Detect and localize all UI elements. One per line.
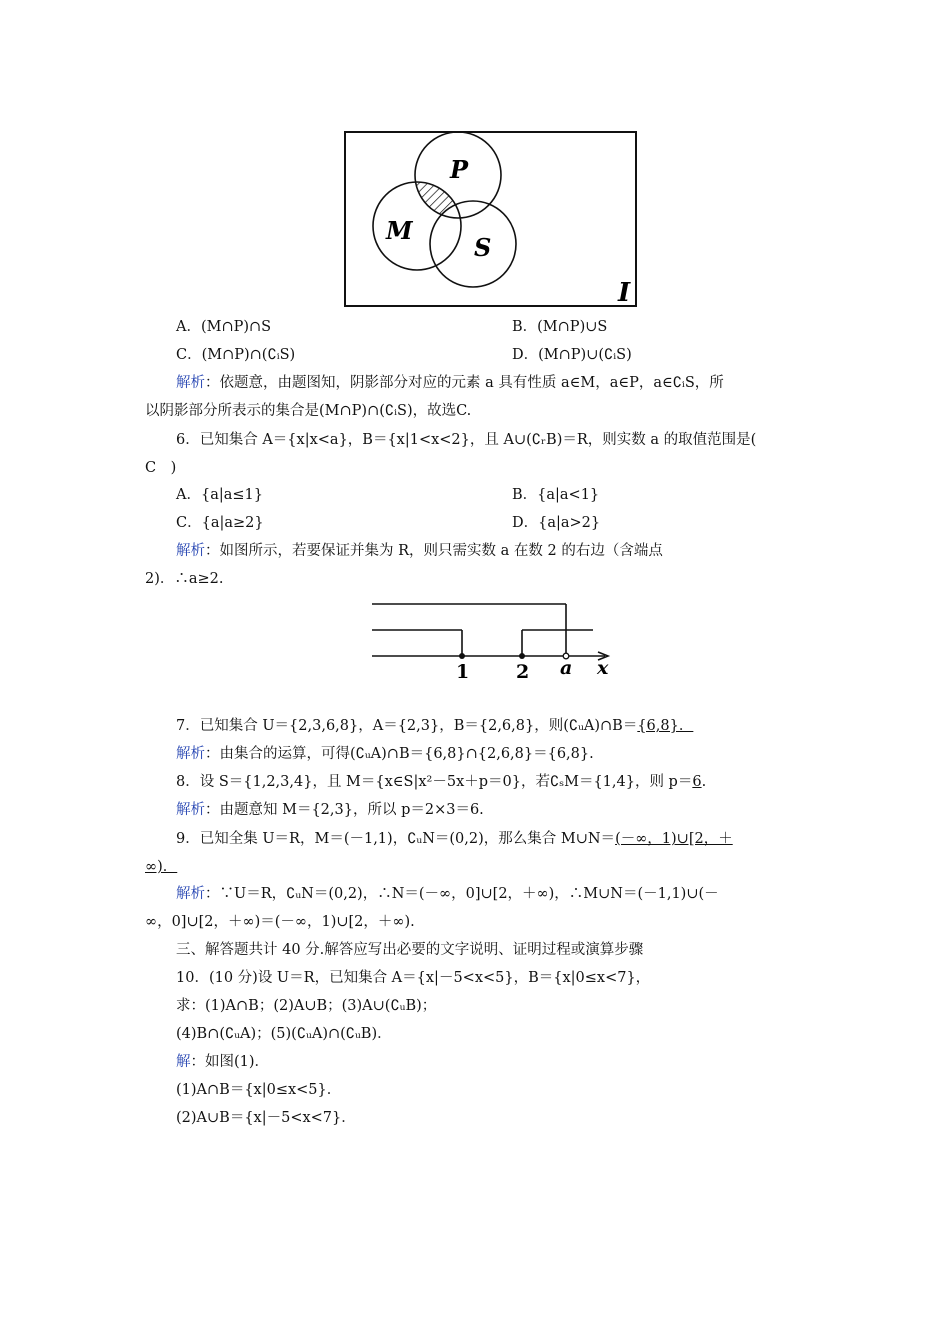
q10-stem-line2: 求：(1)A∩B；(2)A∪B；(3)A∪(∁ᵤB)； bbox=[176, 998, 437, 1014]
q5-option-a: A．(M∩P)∩S bbox=[176, 319, 272, 335]
label-m: M bbox=[386, 216, 413, 245]
analysis-label: 解析 bbox=[176, 375, 205, 391]
q10-stem-line1: 10．(10 分)设 U＝R，已知集合 A＝{x|－5<x<5}，B＝{x|0≤x<7}， bbox=[176, 970, 651, 986]
q10-solution-1: (1)A∩B＝{x|0≤x<5}． bbox=[176, 1082, 342, 1098]
q7-answer: {6,8}． bbox=[637, 718, 694, 734]
q6-analysis-line1: 解析：如图所示，若要保证并集为 R，则只需实数 a 在数 2 的右边（含端点 bbox=[176, 543, 663, 559]
q6-option-d: D．{a|a>2} bbox=[512, 515, 601, 531]
q5-option-b: B．(M∩P)∪S bbox=[512, 319, 608, 335]
q8-analysis: 解析：由题意知 M＝{2,3}，所以 p＝2×3＝6. bbox=[176, 802, 484, 818]
label-i: I bbox=[618, 278, 631, 308]
circle-s bbox=[430, 201, 516, 287]
analysis-label: 解析 bbox=[176, 802, 205, 818]
section-heading: 三、解答题共计 40 分.解答应写出必要的文字说明、证明过程或演算步骤 bbox=[176, 942, 644, 958]
q9-analysis-line1: 解析：∵U＝R，∁ᵤN＝(0,2)，∴N＝(－∞，0]∪[2，＋∞)，∴M∪N＝(－1,1)∪(－ bbox=[176, 886, 719, 902]
q9-analysis-line2: ∞，0]∪[2，＋∞)＝(－∞，1)∪[2，＋∞). bbox=[145, 914, 415, 930]
analysis-label: 解析 bbox=[176, 886, 205, 902]
point-2 bbox=[519, 653, 525, 659]
tick-label-a: a bbox=[560, 657, 573, 679]
q5-analysis-line1: 解析：依题意，由题图知，阴影部分对应的元素 a 具有性质 a∈M，a∈P，a∈∁ᵢS，所 bbox=[176, 375, 724, 391]
q9-answer-part1: (－∞，1)∪[2，＋ bbox=[615, 831, 733, 847]
q8-stem: 8．设 S＝{1,2,3,4}，且 M＝{x∈S|x²－5x＋p＝0}，若∁ₛM＝{1,4}，则 p＝6. bbox=[176, 774, 707, 790]
q9-stem-line2 bbox=[145, 857, 177, 877]
q9-answer-part2: ∞)． bbox=[145, 859, 178, 875]
axis-label-x: x bbox=[597, 657, 609, 679]
label-p: P bbox=[450, 155, 469, 184]
label-s: S bbox=[474, 233, 492, 262]
q10-stem-line3: (4)B∩(∁ᵤA)；(5)(∁ᵤA)∩(∁ᵤB)． bbox=[176, 1026, 392, 1042]
q10-solution-intro: 解：如图(1)． bbox=[176, 1054, 270, 1070]
q5-option-c: C．(M∩P)∩(∁ᵢS) bbox=[176, 347, 296, 363]
q6-stem-line1: 6．已知集合 A＝{x|x<a}，B＝{x|1<x<2}，且 A∪(∁ᵣB)＝R，则实数 a 的取值范围是( bbox=[176, 432, 757, 448]
venn-diagram bbox=[340, 126, 642, 310]
analysis-label: 解析 bbox=[176, 746, 205, 762]
solution-label: 解 bbox=[176, 1054, 191, 1070]
q6-option-b: B．{a|a<1} bbox=[512, 487, 600, 503]
q6-analysis-line2: 2)．∴a≥2. bbox=[145, 571, 224, 587]
q7-stem: 7．已知集合 U＝{2,3,6,8}，A＝{2,3}，B＝{2,6,8}，则(∁ᵤA)∩B＝{6,8}． bbox=[176, 718, 694, 734]
number-line-figure bbox=[365, 596, 625, 686]
analysis-label: 解析 bbox=[176, 543, 205, 559]
q5-analysis-line2: 以阴影部分所表示的集合是(M∩P)∩(∁ᵢS)，故选C. bbox=[145, 403, 472, 419]
q7-analysis: 解析：由集合的运算，可得(∁ᵤA)∩B＝{6,8}∩{2,6,8}＝{6,8}. bbox=[176, 746, 594, 762]
q6-option-a: A．{a|a≤1} bbox=[176, 487, 263, 503]
q5-option-d: D．(M∩P)∪(∁ᵢS) bbox=[512, 347, 632, 363]
tick-label-2: 2 bbox=[516, 661, 530, 683]
q6-option-c: C．{a|a≥2} bbox=[176, 515, 264, 531]
q8-answer: 6 bbox=[692, 774, 702, 790]
tick-label-1: 1 bbox=[456, 661, 470, 683]
q10-solution-2: (2)A∪B＝{x|－5<x<7}． bbox=[176, 1110, 356, 1126]
point-1 bbox=[459, 653, 465, 659]
q6-stem-line2: C ) bbox=[145, 460, 177, 476]
q9-stem-line1: 9．已知全集 U＝R，M＝(－1,1)，∁ᵤN＝(0,2)，那么集合 M∪N＝(－∞，1)∪[2，＋ bbox=[176, 831, 733, 847]
